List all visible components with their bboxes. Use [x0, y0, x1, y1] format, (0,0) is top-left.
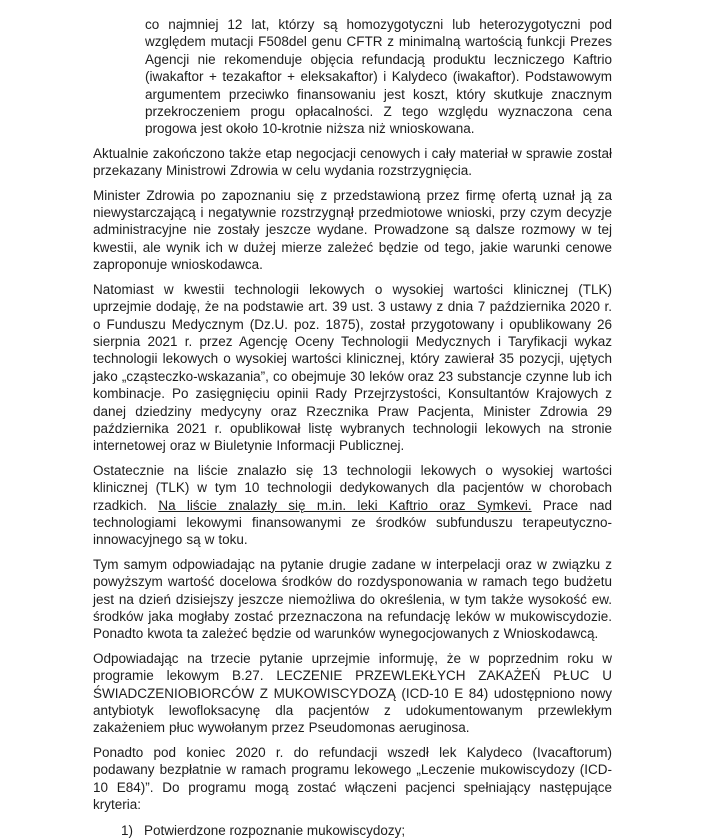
paragraph-kalydeco-program: Ponadto pod koniec 2020 r. do refundacji wszedł lek Kalydeco (Ivacaftorum) podawany bezpłatnie w ramach programu lekowego „Leczenie mukowiscydozy (ICD-10 E84)”. Do programu mogą zostać włączeni pacjenci spełniający następujące kryteria:	[93, 744, 612, 813]
criteria-list	[93, 822, 612, 839]
list-item	[121, 822, 612, 839]
paragraph-tlk-list-publication	[93, 281, 612, 455]
underlined-kaftrio-symkevi-sentence: Na liście znalazły się m.in. leki Kaftrio oraz Symkevi.	[158, 497, 532, 513]
final-list-text-after: Prace nad technologiami lekowymi finansowanymi ze środków subfunduszu terapeutyczno-innowacyjnego są w toku.	[93, 497, 612, 548]
paragraph-final-list	[93, 462, 612, 549]
paragraph-negotiations-finished: Aktualnie zakończono także etap negocjacji cenowych i cały materiał w sprawie został przekazany Ministrowi Zdrowia w celu wydania rozstrzygnięcia.	[93, 145, 612, 179]
paragraph-tlk-list-publication-text: Natomiast w kwestii technologii lekowych o wysokiej wartości klinicznej (TLK) uprzejmie dodaję, że na podstawie art. 39 ust. 3 ustawy z dnia 7 października 2020 r. o Funduszu Medycznym (Dz.U. poz. 1875), został przygotowany i opublikowany 26 sierpnia 2021 r. przez Agencję Oceny Technologii Medycznych i Taryfikacji wykaz technologii lekowych o wysokiej wartości klinicznej, który zawierał 35 pozycji, ujętych jako „cząsteczko-wskazania”, co obejmuje 30 leków oraz 23 substancje czynne lub ich kombinacje. Po zasięgnięciu opinii Rady Przejrzystości, Konsultantów Krajowych z danej dziedziny medycyny oraz Rzecznika Praw Pacjenta, Minister Zdrowia 29 października 2021 r. opublikował listę wybranych technologii lekowych na stronie internetowej oraz w Biuletynie Informacji Publicznej.	[93, 281, 612, 454]
list-item-text: Potwierdzone rozpoznanie mukowiscydozy;	[144, 823, 406, 839]
paragraph-budget-answer: Tym samym odpowiadając na pytanie drugie zadane w interpelacji oraz w związku z powyższym wartość docelowa środków do rozdysponowania w ramach tego budżetu jest na dzień dzisiejszy jeszcze niemożliwa do określenia, w tym także wysokość ew. środków jaka mogłaby zostać przeznaczona na refundację leków w mukowiscydozie. Ponadto kwota ta zależeć będzie od warunków wynegocjowanych z Wnioskodawcą.	[93, 556, 612, 642]
final-list-text-before: Ostatecznie na liście znalazło się 13 technologii lekowych o wysokiej wartości klinicznej (TLK) w tym 10 technologii dedykowanych dla pacjentów w chorobach rzadkich.	[93, 462, 612, 513]
paragraph-minister-decision: Minister Zdrowia po zapoznaniu się z przedstawioną przez firmę ofertą uznał ją za niewystarczającą i negatywnie rozstrzygnął przedmiotowe wnioski, przy czym decyzje administracyjne nie zostały jeszcze wydane. Prowadzone są dalsze rozmowy w tej kwestii, ale wynik ich w dużej mierze zależeć będzie od tego, jakie warunki cenowe zaproponuje wnioskodawca.	[93, 187, 612, 273]
list-item-marker: 1)	[121, 823, 134, 839]
paragraph-third-question-answer: Odpowiadając na trzecie pytanie uprzejmie informuję, że w poprzednim roku w programie lekowym B.27. LECZENIE PRZEWLEKŁYCH ZAKAŻEŃ PŁUC U ŚWIADCZENIOBIORCÓW Z MUKOWISCYDOZĄ (ICD-10 E 84) udostępniono nowy antybiotyk lewofloksacynę dla pacjentów z udokumentowanym przewlekłym zakażeniem płuc wywołanym przez Pseudomonas aeruginosa.	[93, 650, 612, 736]
paragraph-agency-recommendation: co najmniej 12 lat, którzy są homozygotyczni lub heterozygotyczni pod względem mutacji F508del genu CFTR z minimalną wartością funkcji Prezes Agencji nie rekomenduje objęcia refundacją produktu leczniczego Kaftrio (iwakaftor + tezakaftor + eleksakaftor) i Kalydeco (iwakaftor). Podstawowym argumentem przeciwko finansowaniu jest koszt, który skutkuje znacznym przekroczeniem progu opłacalności. Z tego względu wyznaczona cena progowa jest około 10-krotnie niższa niż wnioskowana.	[145, 17, 612, 137]
